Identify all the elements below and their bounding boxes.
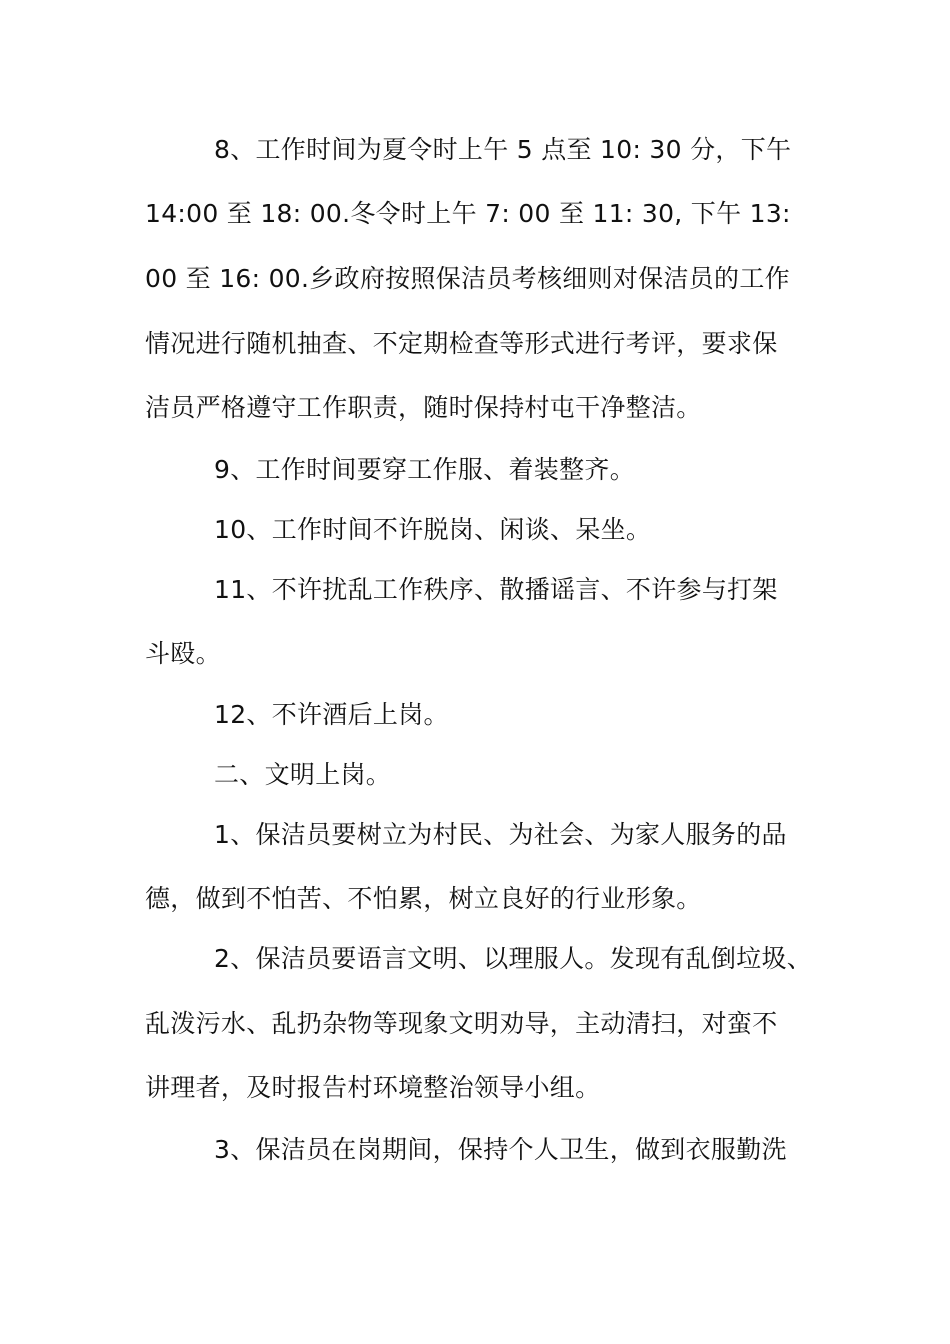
text-line: 3、保洁员在岗期间，保持个人卫生，做到衣服勤洗	[214, 1135, 787, 1164]
text-line: 1、保洁员要树立为村民、为社会、为家人服务的品	[214, 820, 787, 849]
text-line: 洁员严格遵守工作职责，随时保持村屯干净整洁。	[145, 393, 702, 422]
text-line: 2、保洁员要语言文明、以理服人。发现有乱倒垃圾、	[214, 944, 813, 973]
text-line: 8、工作时间为夏令时上午 5 点至 10: 30 分，下午	[214, 135, 792, 164]
section-heading: 二、文明上岗。	[214, 760, 392, 789]
text-line: 德，做到不怕苦、不怕累，树立良好的行业形象。	[145, 884, 702, 913]
text-line: 00 至 16: 00.乡政府按照保洁员考核细则对保洁员的工作	[145, 264, 790, 293]
text-line: 12、不许酒后上岗。	[214, 700, 449, 729]
text-line: 11、不许扰乱工作秩序、散播谣言、不许参与打架	[214, 575, 778, 604]
text-line: 情况进行随机抽查、不定期检查等形式进行考评，要求保	[145, 329, 778, 358]
text-line: 14:00 至 18: 00.冬令时上午 7: 00 至 11: 30, 下午 13:	[145, 199, 791, 228]
text-line: 9、工作时间要穿工作服、着装整齐。	[214, 455, 636, 484]
text-line: 斗殴。	[145, 639, 221, 668]
text-line: 乱泼污水、乱扔杂物等现象文明劝导，主动清扫，对蛮不	[145, 1009, 778, 1038]
text-line: 讲理者，及时报告村环境整治领导小组。	[145, 1073, 601, 1102]
text-line: 10、工作时间不许脱岗、闲谈、呆坐。	[214, 515, 652, 544]
